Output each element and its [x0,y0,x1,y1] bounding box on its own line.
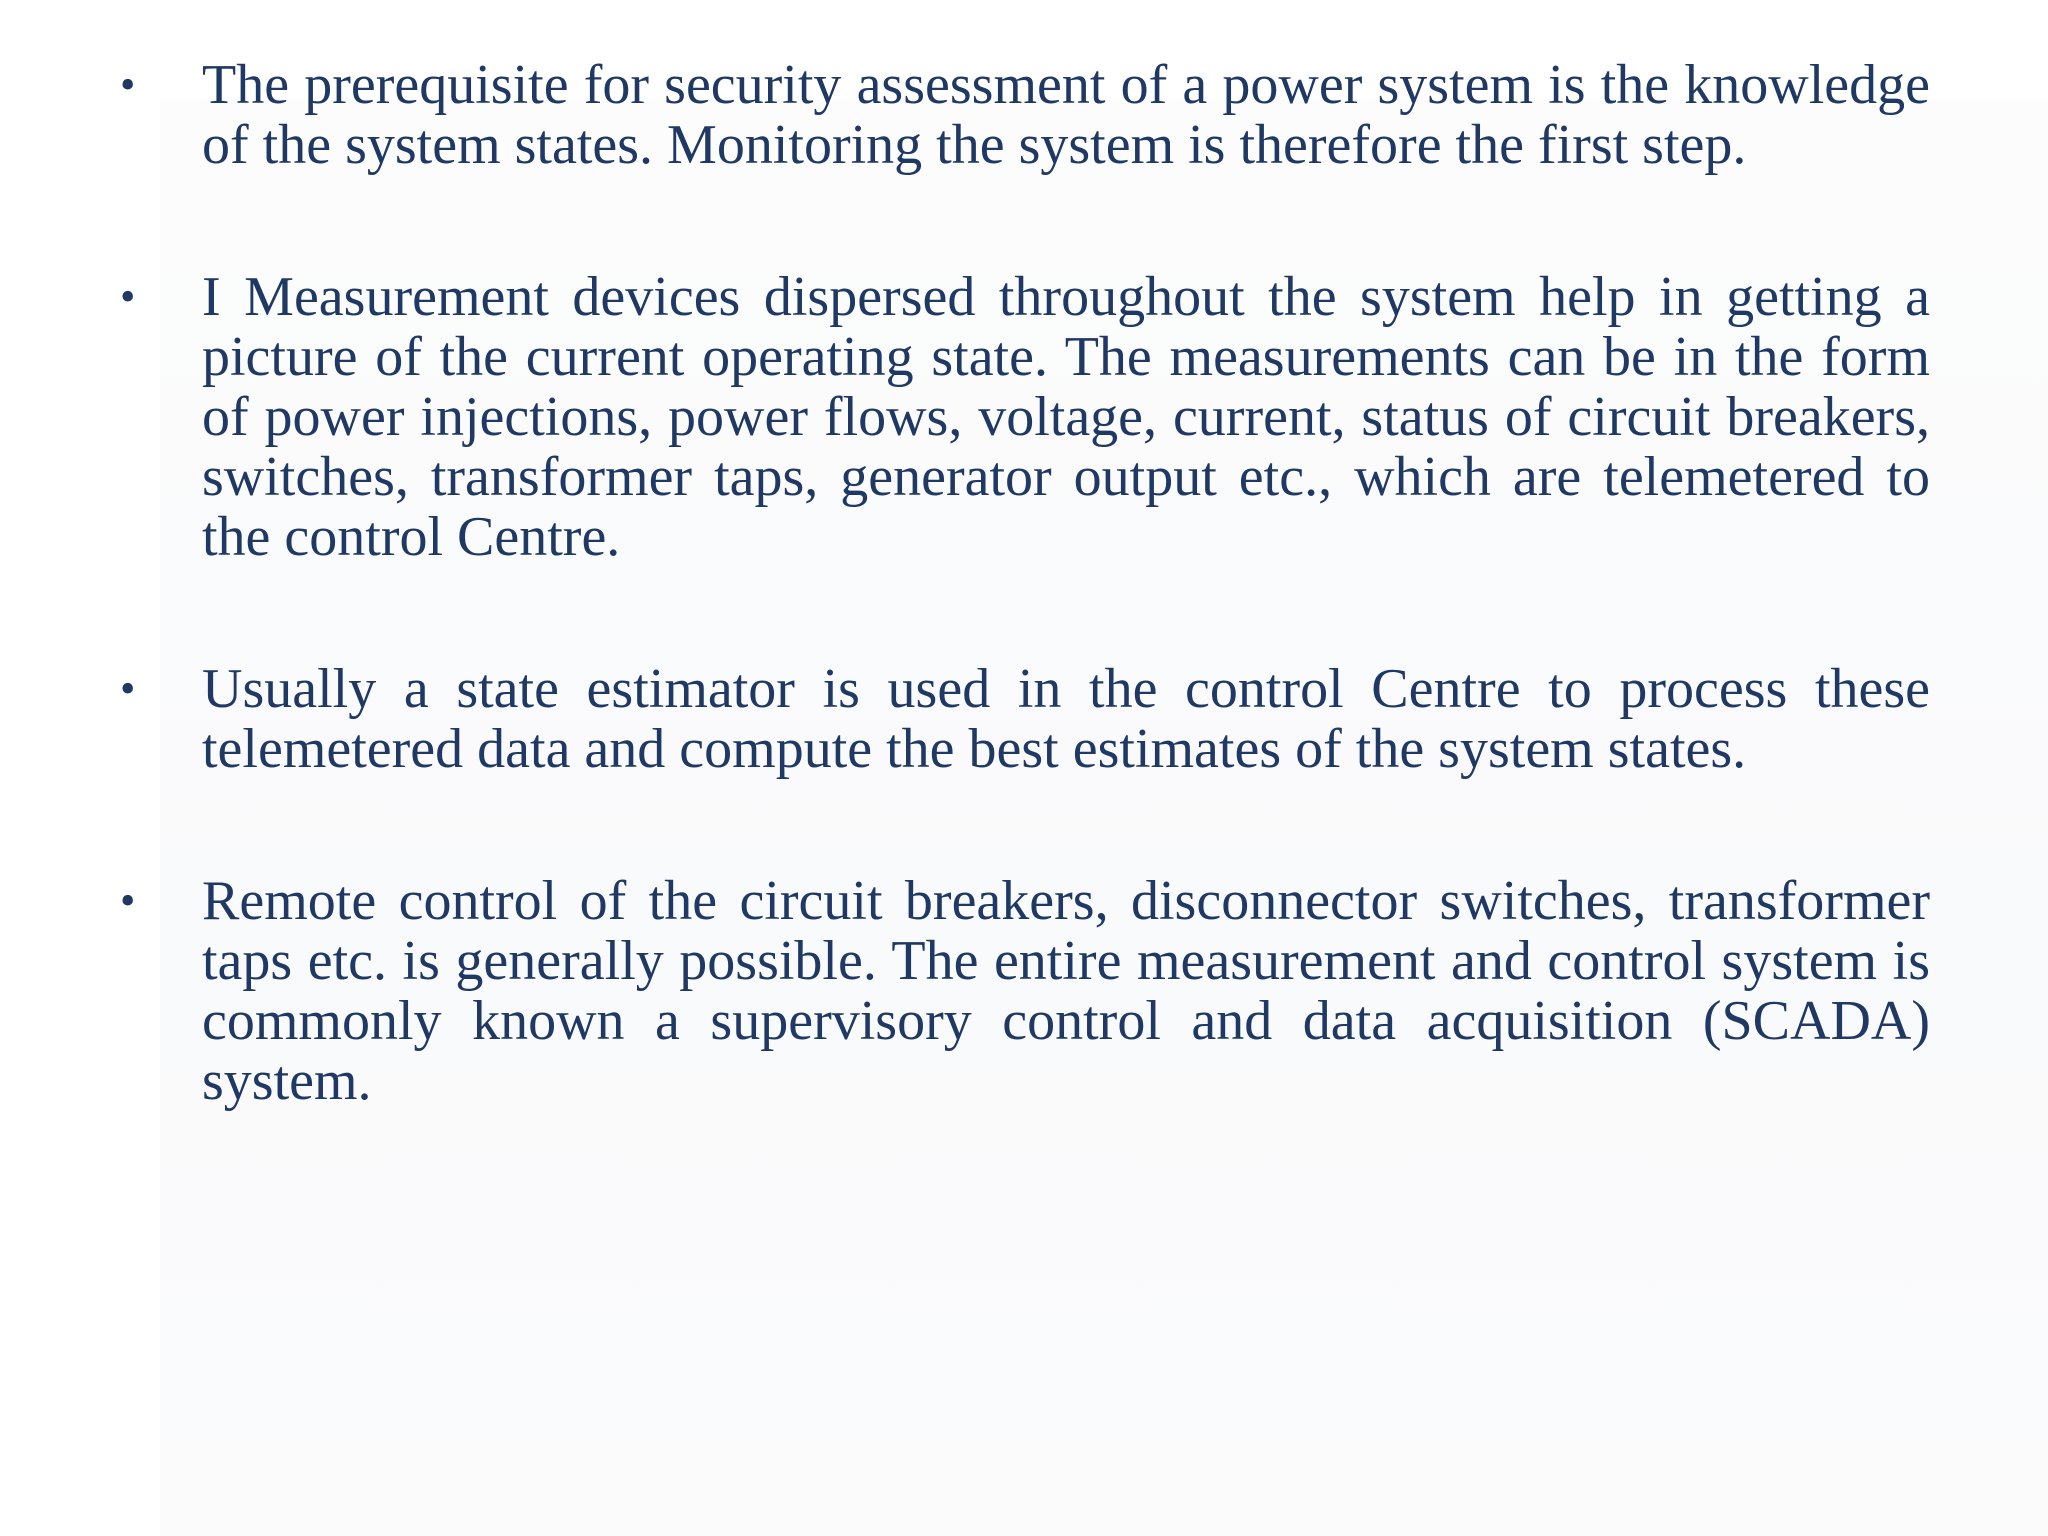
bullet-item-measurement-devices [120,267,1930,567]
bullet-text: Usually a state estimator is used in the control Centre to process these telemetered data and compute the best estimates of the system states. [202,658,1930,780]
bullet-item-state-estimator [120,659,1930,779]
bullet-item-system-states [120,55,1930,175]
bullet-list [120,55,1930,1111]
bullet-text: The prerequisite for security assessment of a power system is the knowledge of the system states. Monitoring the system is therefore the first step. [202,54,1930,176]
bullet-text: Remote control of the circuit breakers, disconnector switches, transformer taps etc. is generally possible. The entire measurement and control system is commonly known a supervisory control and data acquisition (SCADA) system. [202,870,1930,1112]
bullet-marker: • [120,876,136,925]
bullet-item-scada [120,871,1930,1111]
bullet-text: I Measurement devices dispersed throughout the system help in getting a picture of the current operating state. The measurements can be in the form of power injections, power flows, voltage, current, status of circuit breakers, switches, transformer taps, generator output etc., which are telemetered to the control Centre. [202,266,1930,568]
bullet-marker: • [120,664,136,713]
bullet-marker: • [120,272,136,321]
bullet-marker: • [120,60,136,109]
